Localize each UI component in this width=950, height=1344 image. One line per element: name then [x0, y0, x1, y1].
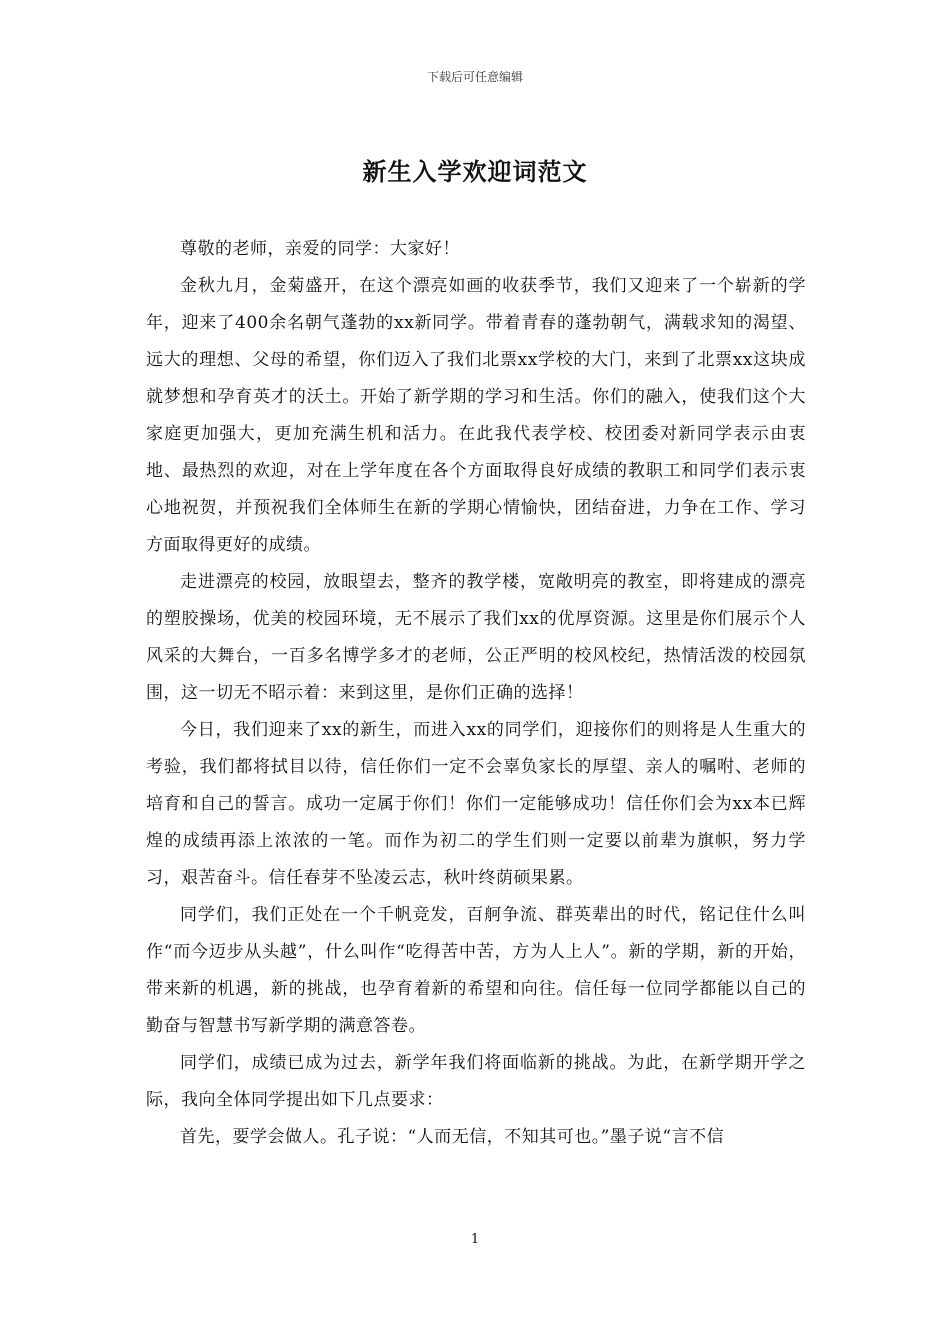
page-number: 1: [470, 1232, 480, 1247]
header-note: 下载后可任意编辑: [426, 70, 523, 84]
body-paragraph: 首先，要学会做人。孔子说：“人而无信，不知其可也。”墨子说“言不信: [180, 1127, 725, 1147]
body-paragraph: 今日，我们迎来了xx的新生，而进入xx的同学们，迎接你们的则将是人生重大的考验，我们都将拭目以待，信任你们一定不会辜负家长的厚望、亲人的嘱咐、老师的培育和自己的誓言。成功一定属于你们！你们一定能够成功！信任你们会为xx本已辉煌的成绩再添上浓浓的一笔。而作为初二的学生们则一定要以前辈为旗帜，努力学习，艰苦奋斗。信任春芽不坠凌云志，秋叶终荫硕果累。: [146, 720, 806, 888]
document-title: 新生入学欢迎词范文: [362, 157, 588, 186]
body-paragraph: 金秋九月，金菊盛开，在这个漂亮如画的收获季节，我们又迎来了一个崭新的学年，迎来了400余名朝气蓬勃的xx新同学。带着青春的蓬勃朝气，满载求知的渴望、远大的理想、父母的希望，你们迈入了我们北票xx学校的大门，来到了北票xx这块成就梦想和孕育英才的沃土。开始了新学期的学习和生活。你们的融入，使我们这个大家庭更加强大，更加充满生机和活力。在此我代表学校、校团委对新同学表示由衷地、最热烈的欢迎，对在上学年度在各个方面取得良好成绩的教职工和同学们表示衷心地祝贺，并预祝我们全体师生在新的学期心情愉快，团结奋进，力争在工作、学习方面取得更好的成绩。: [146, 276, 806, 555]
greeting-paragraph: 尊敬的老师，亲爱的同学：大家好！: [180, 239, 460, 259]
document-body: [146, 231, 806, 1156]
body-paragraph: 同学们，我们正处在一个千帆竞发，百舸争流、群英辈出的时代，铭记住什么叫作“而今迈步从头越”，什么叫作“吃得苦中苦，方为人上人”。新的学期，新的开始，带来新的机遇，新的挑战，也孕育着新的希望和向往。信任每一位同学都能以自己的勤奋与智慧书写新学期的满意答卷。: [146, 905, 806, 1036]
body-paragraph: 走进漂亮的校园，放眼望去，整齐的教学楼，宽敞明亮的教室，即将建成的漂亮的塑胶操场，优美的校园环境，无不展示了我们xx的优厚资源。这里是你们展示个人风采的大舞台，一百多名博学多才的老师，公正严明的校风校纪，热情活泼的校园氛围，这一切无不昭示着：来到这里，是你们正确的选择！: [146, 572, 806, 703]
body-paragraph: 同学们，成绩已成为过去，新学年我们将面临新的挑战。为此，在新学期开学之际，我向全体同学提出如下几点要求：: [146, 1053, 806, 1110]
